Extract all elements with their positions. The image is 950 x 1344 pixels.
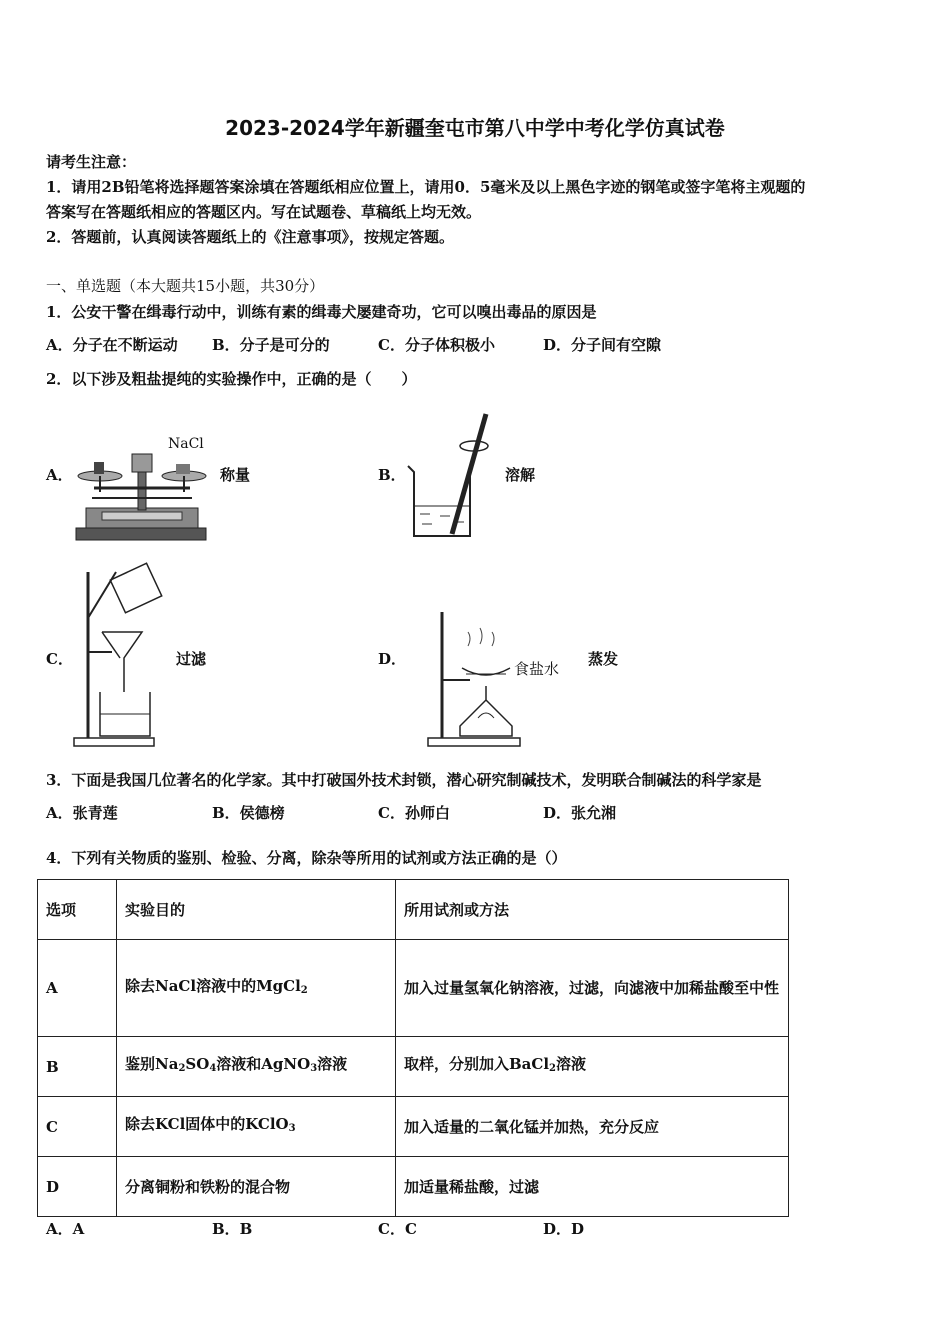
table-row xyxy=(38,1037,789,1097)
q4-option-c[interactable]: C．C xyxy=(378,1220,417,1238)
header-option: 选项 xyxy=(38,880,117,940)
notice-line-1b: 答案写在答题纸相应的答题区内。写在试题卷、草稿纸上均无效。 xyxy=(46,203,482,221)
header-method: 所用试剂或方法 xyxy=(396,880,789,940)
q1-stem: 1．公安干警在缉毒行动中，训练有素的缉毒犬屡建奇功，它可以嗅出毒品的原因是 xyxy=(46,303,597,321)
q1-option-a[interactable]: A．分子在不断运动 xyxy=(46,336,178,354)
row-d-method: 加适量稀盐酸，过滤 xyxy=(396,1157,789,1217)
filtration-figure xyxy=(72,568,172,748)
q4-option-a[interactable]: A．A xyxy=(46,1220,85,1238)
row-c-option: C xyxy=(38,1097,117,1157)
q3-option-d[interactable]: D．张允湘 xyxy=(543,804,617,822)
q2-option-a-caption: 称量 xyxy=(220,466,251,484)
q2-option-c-caption: 过滤 xyxy=(176,650,207,668)
salt-water-label: 食盐水 xyxy=(514,660,560,678)
table-header-row xyxy=(38,880,789,940)
notice-line-2: 2．答题前，认真阅读答题纸上的《注意事项》，按规定答题。 xyxy=(46,228,454,246)
row-c-method: 加入适量的二氧化锰并加热，充分反应 xyxy=(396,1097,789,1157)
table-row xyxy=(38,940,789,1037)
row-b-purpose: 鉴别$Na_2SO_4$溶液和AgNO$_3$溶液 xyxy=(117,1037,396,1097)
q1-option-c[interactable]: C．分子体积极小 xyxy=(378,336,495,354)
q3-option-c[interactable]: C．孙师白 xyxy=(378,804,450,822)
row-a-option: A xyxy=(38,940,117,1037)
q2-option-a-label[interactable]: A． xyxy=(46,466,73,484)
q2-option-b-label[interactable]: B． xyxy=(378,466,406,484)
q3-option-b[interactable]: B．侯德榜 xyxy=(212,804,285,822)
q4-option-b[interactable]: B．B xyxy=(212,1220,253,1238)
table-row xyxy=(38,1097,789,1157)
q2-option-d-label[interactable]: D． xyxy=(378,650,407,668)
q2-option-c-label[interactable]: C． xyxy=(46,650,73,668)
section-heading: 一、单选题（本大题共15小题，共30分） xyxy=(46,277,325,295)
q1-option-d[interactable]: D．分子间有空隙 xyxy=(543,336,662,354)
q2-option-d-caption: 蒸发 xyxy=(588,650,619,668)
q4-table xyxy=(37,879,789,1217)
dissolve-figure xyxy=(400,410,500,540)
q1-option-b[interactable]: B．分子是可分的 xyxy=(212,336,330,354)
row-b-method: 取样，分别加入BaCl$_2$溶液 xyxy=(396,1037,789,1097)
q2-option-b-caption: 溶解 xyxy=(505,466,536,484)
row-c-purpose: 除去KCl固体中的KClO$_3$ xyxy=(117,1097,396,1157)
notice-heading: 请考生注意： xyxy=(46,153,137,171)
header-purpose: 实验目的 xyxy=(117,880,396,940)
row-d-purpose: 分离铜粉和铁粉的混合物 xyxy=(117,1157,396,1217)
q3-stem: 3．下面是我国几位著名的化学家。其中打破国外技术封锁，潜心研究制碱技术，发明联合制碱法的科学家是 xyxy=(46,771,762,789)
notice-line-1: 1．请用2B铅笔将选择题答案涂填在答题纸相应位置上，请用0．5毫米及以上黑色字迹的钢笔或签字笔将主观题的 xyxy=(46,178,806,196)
page-title: 2023-2024学年新疆奎屯市第八中学中考化学仿真试卷 xyxy=(225,116,725,140)
row-a-purpose: 除去NaCl溶液中的MgCl$_2$ xyxy=(117,940,396,1037)
q3-option-a[interactable]: A．张青莲 xyxy=(46,804,118,822)
q2-stem: 2．以下涉及粗盐提纯的实验操作中，正确的是（ ） xyxy=(46,370,417,388)
evaporation-figure xyxy=(426,608,526,748)
q4-option-d[interactable]: D．D xyxy=(543,1220,585,1238)
table-row xyxy=(38,1157,789,1217)
row-d-option: D xyxy=(38,1157,117,1217)
row-b-option: B xyxy=(38,1037,117,1097)
q4-stem: 4．下列有关物质的鉴别、检验、分离，除杂等所用的试剂或方法正确的是（） xyxy=(46,849,567,867)
nacl-label: NaCl xyxy=(168,436,204,452)
row-a-method: 加入过量氢氧化钠溶液，过滤，向滤液中加稀盐酸至中性 xyxy=(396,940,789,1037)
